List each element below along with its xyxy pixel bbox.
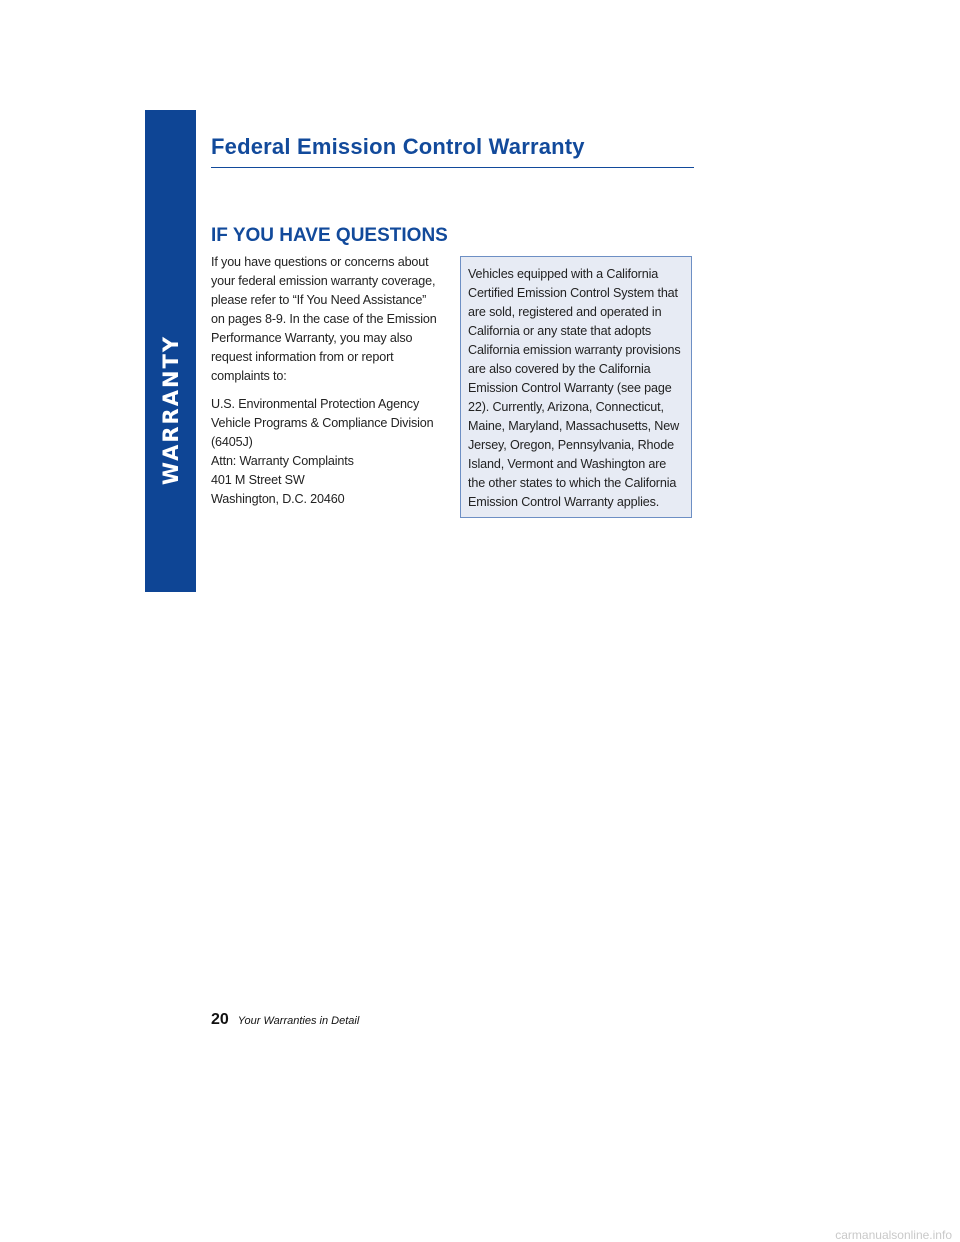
callout-line: Certified Emission Control System that	[468, 286, 678, 300]
address-line: Attn: Warranty Complaints	[211, 454, 354, 468]
paragraph-line: on pages 8-9. In the case of the Emission	[211, 312, 437, 326]
callout-line: are also covered by the California	[468, 362, 651, 376]
side-tab-label: WARRANTY	[158, 334, 183, 486]
callout-line: 22). Currently, Arizona, Connecticut,	[468, 400, 664, 414]
questions-paragraph	[211, 253, 443, 386]
paragraph-line: your federal emission warranty coverage,	[211, 274, 436, 288]
paragraph-line: please refer to “If You Need Assistance”	[211, 293, 427, 307]
paragraph-line: complaints to:	[211, 369, 287, 383]
address-line: U.S. Environmental Protection Agency	[211, 397, 420, 411]
address-line: 401 M Street SW	[211, 473, 305, 487]
paragraph-line: If you have questions or concerns about	[211, 255, 429, 269]
callout-line: Maine, Maryland, Massachusetts, New	[468, 419, 680, 433]
side-tab	[145, 110, 196, 592]
page-footer	[211, 1011, 359, 1029]
callout-line: Emission Control Warranty (see page	[468, 381, 672, 395]
callout-line: are sold, registered and operated in	[468, 305, 662, 319]
side-tab-label-wrapper	[145, 110, 196, 592]
paragraph-line: request information from or report	[211, 350, 394, 364]
site-watermark: carmanualsonline.info	[835, 1228, 952, 1242]
callout-line: Vehicles equipped with a California	[468, 267, 659, 281]
address-line: (6405J)	[211, 435, 253, 449]
callout-line: Emission Control Warranty applies.	[468, 495, 660, 509]
page-title: Federal Emission Control Warranty	[211, 134, 585, 159]
address-line: Vehicle Programs & Compliance Division	[211, 416, 434, 430]
paragraph-line: Performance Warranty, you may also	[211, 331, 413, 345]
footer-section-label: Your Warranties in Detail	[237, 1015, 360, 1027]
epa-address	[211, 395, 443, 509]
title-divider	[211, 167, 694, 168]
callout-line: Island, Vermont and Washington are	[468, 457, 667, 471]
callout-line: California emission warranty provisions	[468, 343, 681, 357]
callout-line: the other states to which the California	[468, 476, 677, 490]
address-line: Washington, D.C. 20460	[211, 492, 345, 506]
section-heading: IF YOU HAVE QUESTIONS	[211, 225, 448, 246]
page-number: 20	[211, 1011, 229, 1028]
callout-line: California or any state that adopts	[468, 324, 652, 338]
questions-body	[211, 253, 443, 509]
callout-line: Jersey, Oregon, Pennsylvania, Rhode	[468, 438, 674, 452]
california-warranty-callout	[460, 256, 692, 518]
